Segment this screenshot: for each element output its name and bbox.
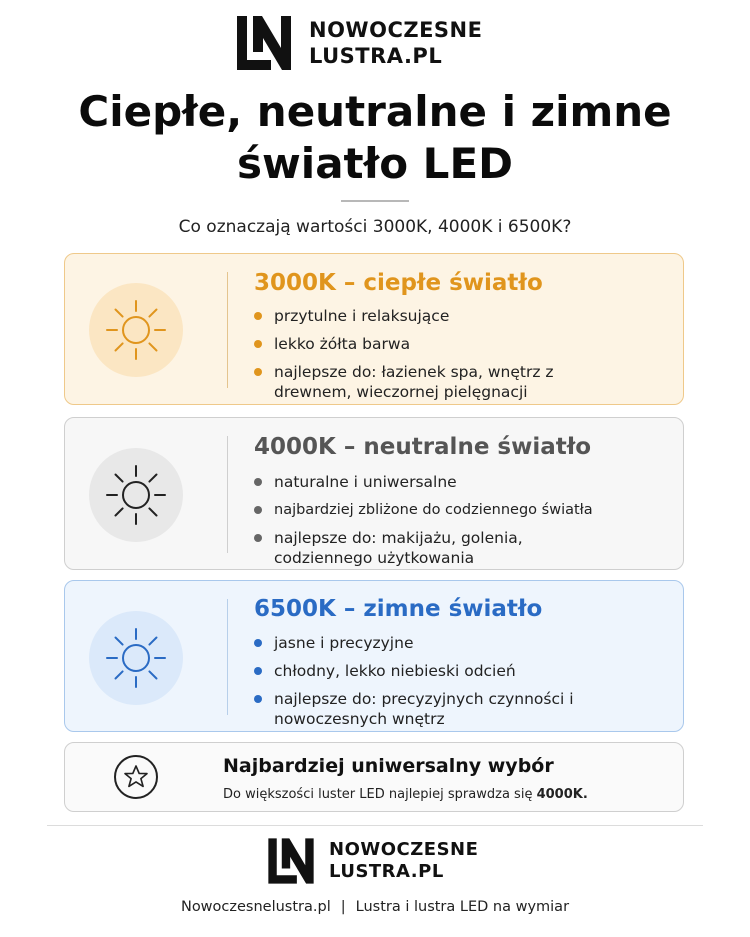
page-subtitle: Co oznaczają wartości 3000K, 4000K i 6500K? [178, 217, 572, 237]
bullet-dot [254, 695, 262, 703]
card-divider [227, 436, 228, 553]
bullet-text: jasne i precyzyjne [274, 634, 414, 652]
bullet-list [254, 472, 593, 576]
footer [0, 899, 750, 915]
list-item [254, 472, 593, 492]
tip-text-bold: 4000K. [536, 787, 588, 802]
bullet-text: naturalne i uniwersalne [274, 473, 457, 491]
list-item [254, 362, 604, 402]
page-title [0, 86, 750, 190]
bullet-dot [254, 667, 262, 675]
sun-icon [101, 460, 171, 530]
bullet-dot [254, 534, 262, 542]
tip-text [223, 787, 588, 802]
card-heading: 6500K – zimne światło [254, 596, 543, 622]
bullet-dot [254, 478, 262, 486]
brand-name-line1: NOWOCZESNE [329, 839, 479, 860]
sun-icon [101, 623, 171, 693]
brand-name-line1: NOWOCZESNE [309, 18, 483, 42]
list-item [254, 661, 614, 681]
sun-icon-badge [89, 611, 183, 705]
card-6500k [64, 580, 684, 732]
bullet-text: najlepsze do: łazienek spa, wnętrz z drewnem, wieczornej pielęgnacji [274, 363, 554, 401]
brand-name [309, 17, 482, 69]
list-item [254, 689, 614, 729]
title-divider [341, 200, 409, 202]
page-title-line2: światło LED [237, 139, 513, 188]
card-divider [227, 599, 228, 715]
tip-text-main: Do większości luster LED najlepiej sprawdza się [223, 787, 537, 802]
ln-monogram-icon [265, 835, 317, 887]
bullet-list [254, 306, 604, 410]
ln-monogram-icon [233, 12, 295, 74]
list-item [254, 528, 584, 568]
brand-logo-top [233, 12, 482, 74]
bullet-dot [254, 312, 262, 320]
tip-title: Najbardziej uniwersalny wybór [223, 755, 554, 777]
footer-tagline: Lustra i lustra LED na wymiar [355, 899, 570, 915]
bullet-dot [254, 368, 262, 376]
card-3000k [64, 253, 684, 405]
list-item [254, 334, 604, 354]
brand-name-line2: LUSTRA.PL [329, 861, 444, 882]
footer-separator: | [340, 899, 346, 915]
sun-icon-badge [89, 448, 183, 542]
card-heading: 4000K – neutralne światło [254, 434, 592, 460]
card-heading: 3000K – ciepłe światło [254, 270, 543, 296]
bullet-dot [254, 639, 262, 647]
bullet-list [254, 633, 614, 737]
brand-name [329, 839, 478, 883]
sun-icon [101, 295, 171, 365]
card-4000k [64, 417, 684, 570]
bullet-text: najlepsze do: makijażu, golenia, codziennego użytkowania [274, 529, 523, 567]
footer-divider [47, 825, 703, 826]
footer-site-link[interactable]: Nowoczesnelustra.pl [180, 899, 331, 915]
bullet-text: najbardziej zbliżone do codziennego światła [274, 502, 593, 518]
brand-logo-bottom [265, 835, 478, 887]
star-icon-badge [114, 755, 158, 799]
bullet-text: lekko żółta barwa [274, 335, 411, 353]
bullet-text: przytulne i relaksujące [274, 307, 450, 325]
bullet-text: chłodny, lekko niebieski odcień [274, 662, 516, 680]
bullet-dot [254, 340, 262, 348]
tip-card [64, 742, 684, 812]
sun-icon-badge [89, 283, 183, 377]
card-divider [227, 272, 228, 388]
list-item [254, 306, 604, 326]
bullet-dot [254, 506, 262, 514]
list-item [254, 500, 593, 520]
list-item [254, 633, 614, 653]
bullet-text: najlepsze do: precyzyjnych czynności i nowoczesnych wnętrz [274, 690, 574, 728]
star-icon [123, 764, 149, 790]
page-title-line1: Ciepłe, neutralne i zimne [78, 87, 672, 136]
brand-name-line2: LUSTRA.PL [309, 44, 443, 68]
